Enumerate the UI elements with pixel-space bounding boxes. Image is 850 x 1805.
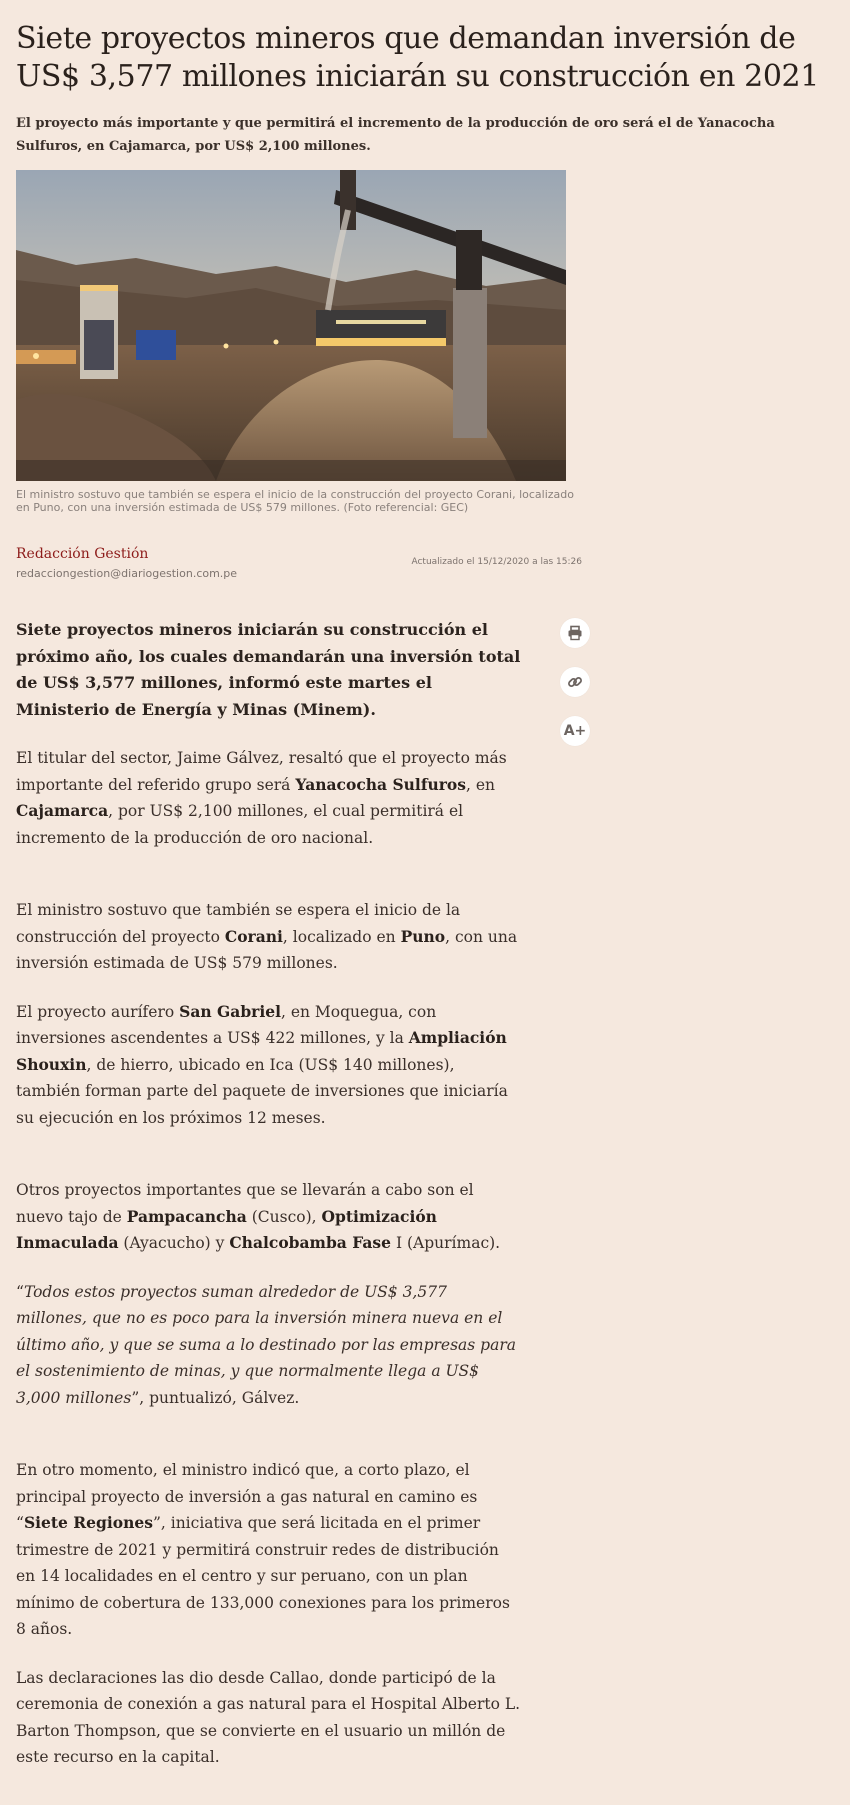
bold-corani: Corani (224, 926, 283, 946)
quote-paragraph: “Todos estos proyectos suman alrededor de US$ 3,577 millones, que no es poco para la inversión minera nueva en el último año, y que se suma a lo destinado por las empresas para el sostenimiento de minas, y que normalmente llega a US$ 3,000 millones”, puntualizó, Gálvez. (16, 1282, 516, 1407)
print-icon (567, 625, 583, 641)
bold-siete-regiones: Siete Regiones (23, 1513, 153, 1532)
paragraph-4: El proyecto aurífero San Gabriel, en Moquegua, con inversiones ascendentes a US$ 422 millones, y la Ampliación Shouxin, de hierro, ubicado en Ica (US$ 140 millones), también forman parte del paquete de inversiones que iniciaría su ejecución en los próximos 12 meses. (16, 1001, 508, 1127)
paragraph-8: Las declaraciones las dio desde Callao, donde participó de la ceremonia de conexión a gas natural para el Hospital Alberto L. Barton Thompson, que se convierte en el usuario un millón de este recurso en la capital. (16, 1668, 521, 1766)
author-email: redacciongestion@diariogestion.com.pe (16, 567, 238, 580)
article-title: Siete proyectos mineros que demandan inversión de US$ 3,577 millones iniciarán su construcción en 2021 (16, 21, 819, 94)
font-size-label: A+ (563, 723, 587, 739)
paragraph-7: En otro momento, el ministro indicó que, a corto plazo, el principal proyecto de inversión a gas natural en camino es “Siete Regiones”, iniciativa que será licitada en el primer trimestre de 2021 y permitirá construir redes de distribución en 14 localidades en el centro y sur peruano, con un plan mínimo de cobertura de 133,000 conexiones para los primeros 8 años. (16, 1461, 510, 1638)
photo-caption: El ministro sostuvo que también se espera el inicio de la construcción del proyecto Corani, localizado en Puno, con una inversión estimada de US$ 579 millones. (Foto referencial: GEC) (16, 488, 575, 514)
bold-inmaculada: Optimización Inmaculada (16, 1206, 437, 1252)
font-size-button[interactable] (560, 716, 590, 746)
updated-timestamp: Actualizado el 15/12/2020 a las 15:26 (411, 557, 582, 567)
author-name[interactable]: Redacción Gestión (16, 546, 149, 562)
bold-san-gabriel: San Gabriel (179, 1001, 281, 1021)
bold-chalcobamba: Chalcobamba Fase (229, 1233, 392, 1252)
mining-photo[interactable] (16, 170, 566, 481)
article-subtitle: El proyecto más importante y que permitirá el incremento de la producción de oro será el de Yanacocha Sulfuros, en Cajamarca, por US$ 2,100 millones. (16, 116, 775, 154)
paragraph-3: El ministro sostuvo que también se espera el inicio de la construcción del proyecto Corani, localizado en Puno, con una inversión estimada de US$ 579 millones. (16, 901, 518, 972)
lead-paragraph: Siete proyectos mineros iniciarán su construcción el próximo año, los cuales demandarán una inversión total de US$ 3,577 millones, informó este martes el Ministerio de Energía y Minas (Minem). (16, 620, 521, 719)
print-button[interactable] (560, 618, 590, 648)
paragraph-2: El titular del sector, Jaime Gálvez, resaltó que el proyecto más importante del referido grupo será Yanacocha Sulfuros, en Cajamarca, por US$ 2,100 millones, el cual permitirá el incremento de la producción de oro nacional. (16, 749, 507, 847)
bold-shouxin: Ampliación Shouxin (16, 1028, 507, 1074)
article-body (16, 617, 521, 1771)
link-icon (567, 674, 583, 690)
article (16, 0, 841, 1766)
mining-plant-image (16, 170, 566, 481)
quote-text: Todos estos proyectos suman alrededor de US$ 3,577 millones, que no es poco para la inversión minera nueva en el último año, y que se suma a lo destinado por las empresas para el sostenimiento de minas, y que normalmente llega a US$ 3,000 millones (16, 1282, 516, 1407)
paragraph-5: Otros proyectos importantes que se llevarán a cabo son el nuevo tajo de Pampacancha (Cusco), Optimización Inmaculada (Ayacucho) y Chalcobamba Fase I (Apurímac). (16, 1181, 501, 1252)
copy-link-button[interactable] (560, 667, 590, 697)
bold-pampacancha: Pampacancha (126, 1206, 247, 1226)
article-tools (560, 618, 592, 765)
bold-yanacocha: Yanacocha Sulfuros (295, 774, 466, 794)
bold-puno: Puno (400, 926, 446, 946)
bold-cajamarca: Cajamarca (16, 801, 109, 820)
